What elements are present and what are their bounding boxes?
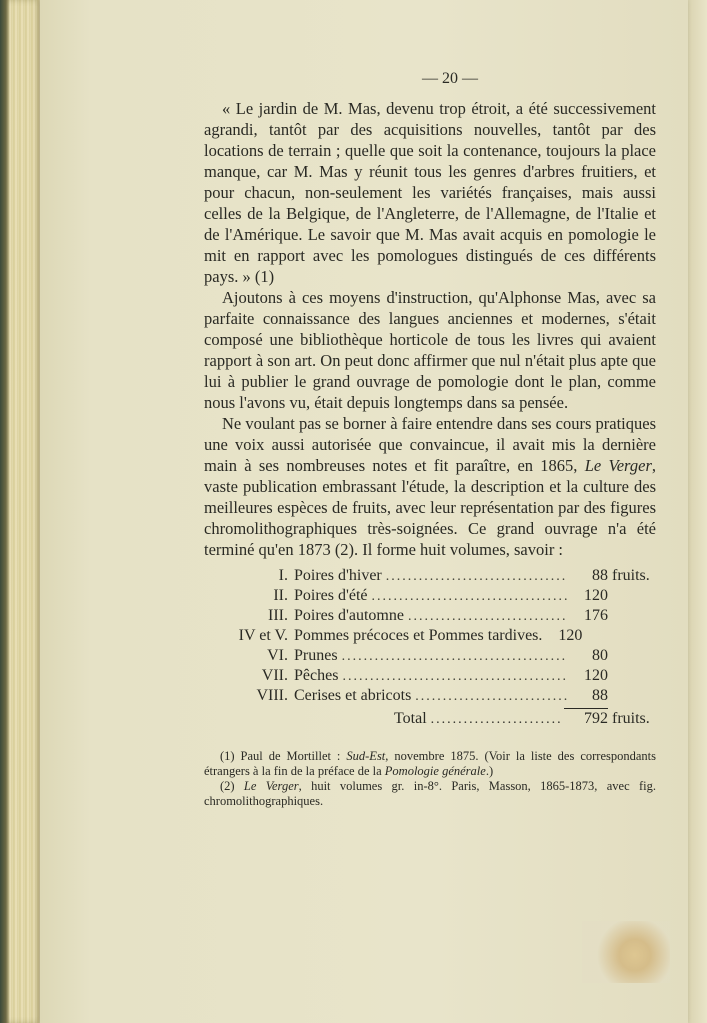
leader-dots <box>372 587 568 606</box>
volume-name: Prunes <box>294 647 338 664</box>
volume-name: Pêches <box>294 667 339 684</box>
photographer-thumb-shadow <box>582 921 670 983</box>
leader-dots <box>342 647 568 666</box>
background-edge <box>687 0 707 1023</box>
volume-row <box>204 686 656 706</box>
volume-numeral: I. <box>278 567 288 584</box>
volume-unit: fruits. <box>612 567 650 584</box>
volume-count: 120 <box>584 587 608 604</box>
leader-dots <box>431 710 560 729</box>
volume-numeral: IV et V. <box>238 627 288 644</box>
volume-count: 88 <box>592 687 608 704</box>
volume-name: Pommes précoces et Pommes tardives. <box>294 627 543 644</box>
page-content <box>204 70 656 809</box>
volume-name: Cerises et abricots <box>294 687 412 704</box>
volume-count: 80 <box>592 647 608 664</box>
page-number: — 20 — <box>422 70 478 87</box>
volume-row <box>204 586 656 606</box>
leader-dots <box>408 607 568 626</box>
footnote-2-mark: (2) <box>220 779 244 793</box>
footnote-1-mark: (1) Paul de Mortillet : <box>220 749 347 763</box>
footnote-1-work: Pomologie générale <box>384 764 486 778</box>
volume-count: 88 <box>592 567 608 584</box>
volume-name: Poires d'automne <box>294 607 404 624</box>
volume-row <box>204 626 656 646</box>
volume-count: 120 <box>558 627 583 644</box>
total-count: 792 <box>564 708 608 728</box>
volume-row <box>204 566 656 586</box>
volume-numeral: VI. <box>267 647 288 664</box>
total-row <box>204 708 656 729</box>
volume-row <box>204 646 656 666</box>
footnote-2-rest: , huit volumes gr. in-8°. Paris, Masson, 1865-1873, avec fig. chromolithographiques. <box>204 779 656 808</box>
volume-row <box>204 666 656 686</box>
volume-name: Poires d'hiver <box>294 567 382 584</box>
volume-count: 120 <box>584 667 608 684</box>
volume-name: Poires d'été <box>294 587 368 604</box>
total-unit: fruits. <box>612 710 650 727</box>
footnote-2-title: Le Verger <box>243 779 299 793</box>
volume-list <box>204 566 656 729</box>
footnote-1-middle: , novembre 1875. (Voir la liste des correspondants étrangers à la fin de la préface de la <box>204 749 656 778</box>
footnote-2 <box>204 779 656 809</box>
leader-dots <box>342 667 568 686</box>
verger-text-before: Ne voulant pas se borner à faire entendre dans ses cours pratiques une voix aussi autorisée que convaincue, il avait mis la dernière main à ses nombreuses notes et fit paraître, en 1865, <box>204 414 656 475</box>
verger-paragraph <box>204 413 656 560</box>
footnote-1 <box>204 749 656 779</box>
leader-dots <box>415 687 568 706</box>
volume-numeral: VII. <box>261 667 288 684</box>
volume-numeral: II. <box>273 587 288 604</box>
verger-title: Le Verger <box>584 456 652 475</box>
volume-count: 176 <box>584 607 608 624</box>
quote-paragraph: « Le jardin de M. Mas, devenu trop étroit, a été successivement agrandi, tantôt par des acquisitions nouvelles, tantôt par des locations de terrain ; quelle que soit la contenance, toujours la place manque, car M. Mas y réunit tous les genres d'arbres fruitiers, et pour chacun, non-seulement les variétés françaises, mais aussi celles de la Belgique, de l'Angleterre, de l'Allemagne, de l'Italie et de l'Amérique. Le savoir que M. Mas avait acquis en pomologie le mit en rapport avec les pomologues distingués de ces différents pays. » (1) <box>204 99 656 286</box>
library-paragraph: Ajoutons à ces moyens d'instruction, qu'Alphonse Mas, avec sa parfaite connaissance des langues anciennes et modernes, s'était composé une bibliothèque horticole de tous les livres qui avaient rapport à son art. On peut donc affirmer que nul n'était plus apte que lui à publier le grand ouvrage de pomologie dont le plan, comme nous l'avons vu, était depuis longtemps dans sa pensée. <box>204 288 656 412</box>
volume-numeral: VIII. <box>256 687 288 704</box>
volume-numeral: III. <box>268 607 288 624</box>
leader-dots <box>386 567 568 586</box>
verger-text-after: , vaste publication embrassant l'étude, la description et la culture des meilleures espèces de fruits, avec leur représentation par des figures chromolithographiques très-soignées. Ce grand ouvrage n'a été terminé qu'en 1873 (2). Il forme huit volumes, savoir : <box>204 456 656 559</box>
total-label: Total <box>394 710 427 727</box>
footnotes <box>204 749 656 809</box>
footnote-1-source: Sud-Est <box>346 749 386 763</box>
footnote-1-end: .) <box>485 764 494 778</box>
volume-row <box>204 606 656 626</box>
